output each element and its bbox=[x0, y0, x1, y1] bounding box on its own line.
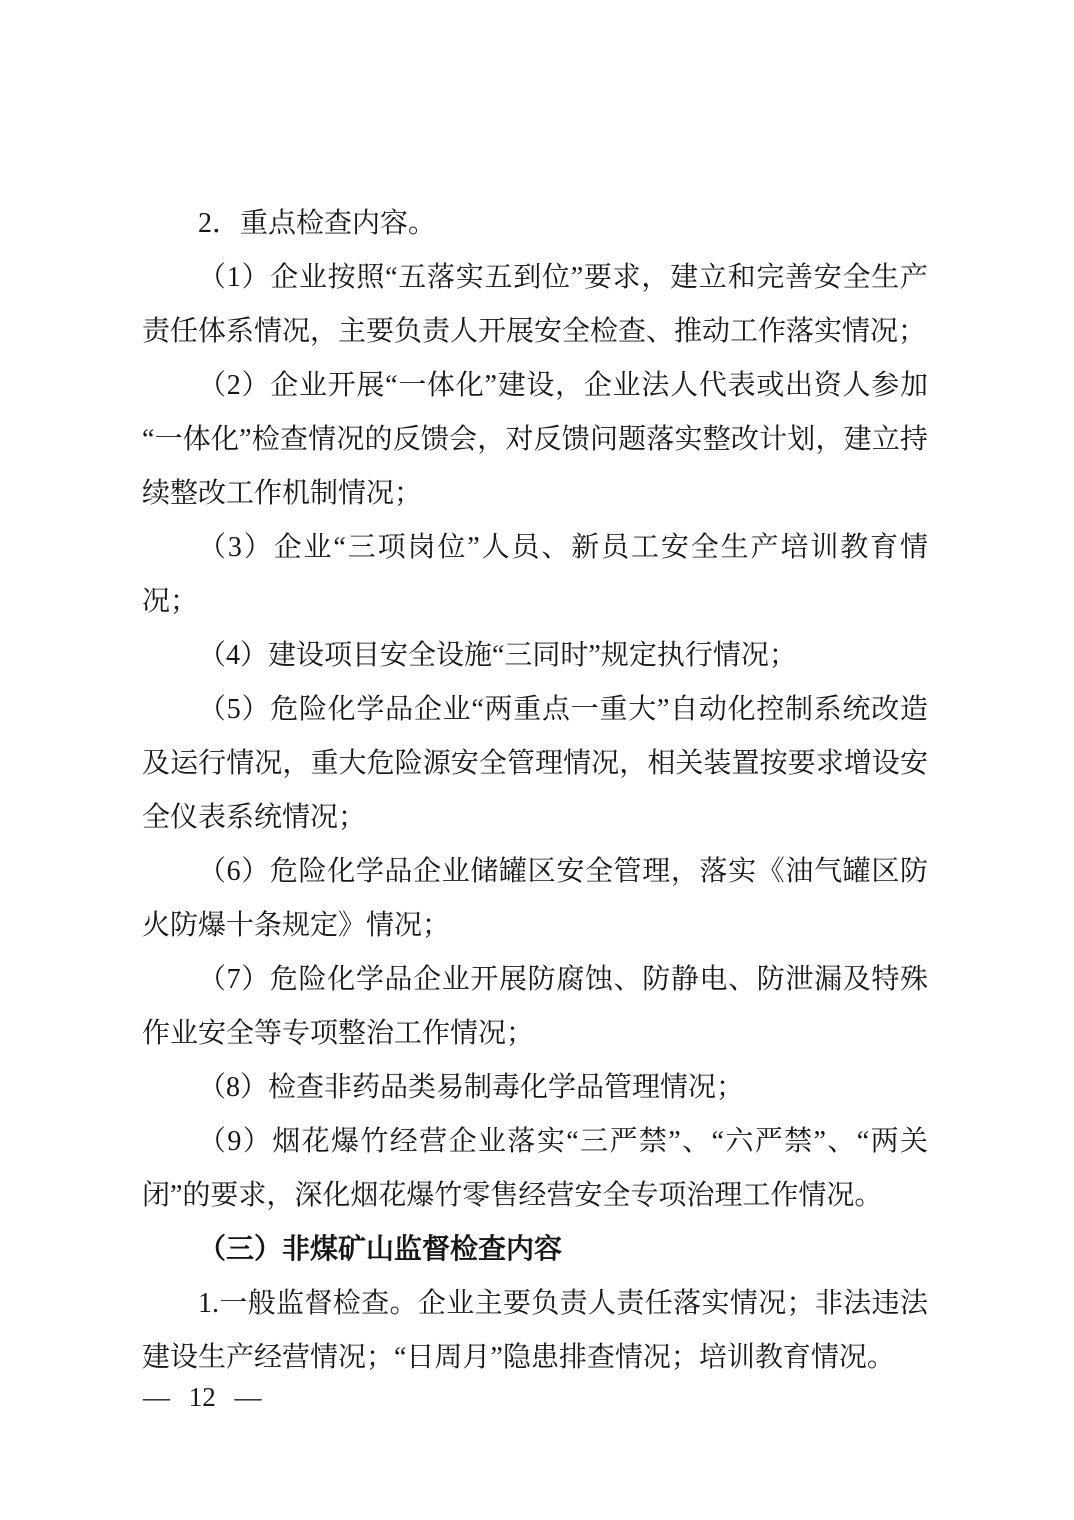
paragraph: （1）企业按照“五落实五到位”要求，建立和完善安全生产责任体系情况，主要负责人开展安全检查、推动工作落实情况； bbox=[142, 262, 928, 347]
paragraph: （3）企业“三项岗位”人员、新员工安全生产培训教育情况； bbox=[142, 532, 928, 617]
paragraph: 1.一般监督检查。企业主要负责人责任落实情况；非法违法建设生产经营情况；“日周月”隐患排查情况；培训教育情况。 bbox=[142, 1288, 928, 1373]
page-footer bbox=[143, 1381, 262, 1413]
paragraph: （4）建设项目安全设施“三同时”规定执行情况； bbox=[198, 640, 797, 671]
document-body bbox=[142, 197, 928, 1385]
paragraph: （8）检查非药品类易制毒化学品管理情况； bbox=[198, 1072, 745, 1103]
paragraph: （6）危险化学品企业储罐区安全管理，落实《油气罐区防火防爆十条规定》情况； bbox=[142, 856, 928, 941]
footer-dash-left: — bbox=[143, 1382, 170, 1412]
paragraph: （9）烟花爆竹经营企业落实“三严禁”、“六严禁”、“两关闭”的要求，深化烟花爆竹零售经营安全专项治理工作情况。 bbox=[142, 1126, 928, 1211]
paragraph: （2）企业开展“一体化”建设，企业法人代表或出资人参加“一体化”检查情况的反馈会，对反馈问题落实整改计划，建立持续整改工作机制情况； bbox=[142, 370, 928, 509]
paragraph: （7）危险化学品企业开展防腐蚀、防静电、防泄漏及特殊作业安全等专项整治工作情况； bbox=[142, 964, 928, 1049]
footer-dash-right: — bbox=[234, 1382, 262, 1412]
paragraph: （5）危险化学品企业“两重点一重大”自动化控制系统改造及运行情况，重大危险源安全管理情况，相关装置按要求增设安全仪表系统情况； bbox=[142, 694, 928, 833]
paragraph: 2．重点检查内容。 bbox=[198, 208, 437, 239]
section-heading: （三）非煤矿山监督检查内容 bbox=[198, 1234, 563, 1265]
page-number: 12 bbox=[188, 1382, 216, 1412]
